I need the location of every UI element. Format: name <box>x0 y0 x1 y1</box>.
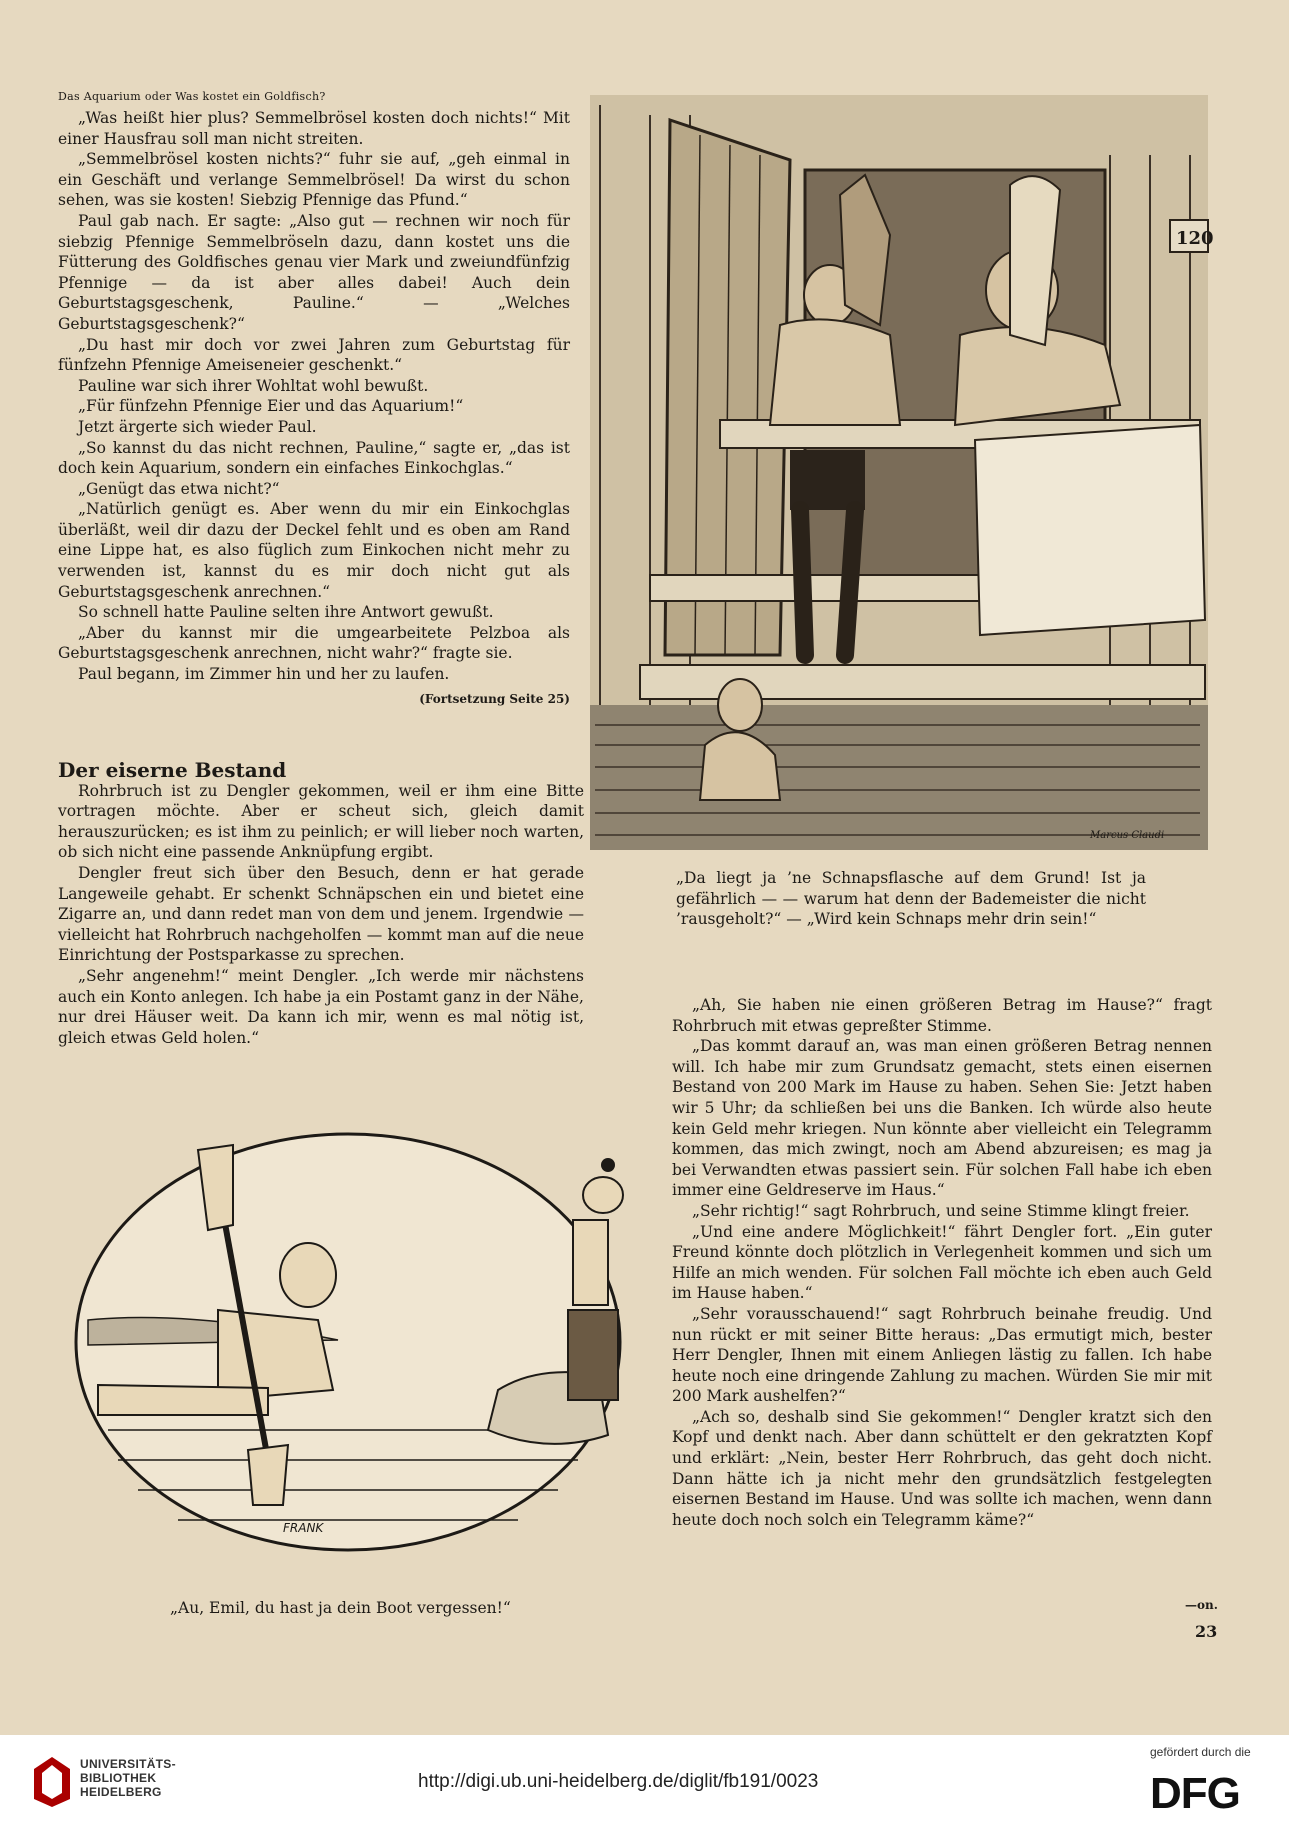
paragraph: Dengler freut sich über den Besuch, denn er hat gerade Langeweile gehabt. Er schenkt Schnäpschen ein und bietet eine Zigarre an, und dann redet man von dem und jenem. Irgendwie — vielleicht hat Rohrbruch nachgeholfen — kommt man auf die neue Einrichtung der Postsparkasse zu sprechen. <box>58 863 584 965</box>
cabin-number: 120 <box>1176 228 1214 249</box>
paragraph: „Sehr richtig!“ sagt Rohrbruch, und seine Stimme klingt freier. <box>692 1201 1190 1220</box>
permalink-url[interactable]: http://digi.ub.uni-heidelberg.de/diglit/fb191/0023 <box>418 1771 819 1792</box>
artist-signature-bottom: FRANK <box>283 1521 324 1535</box>
story2-left-text <box>58 781 584 1049</box>
caption-top: „Da liegt ja ’ne Schnapsflasche auf dem Grund! Ist ja gefährlich — — warum hat denn der Bademeister die nicht ’rausgeholt?“ — „Wird kein Schnaps mehr drin sein!“ <box>676 869 1146 929</box>
paragraph: „Ach so, deshalb sind Sie gekommen!“ Dengler kratzt sich den Kopf und denkt nach. Aber dann schüttelt er den gekratzten Kopf und erklärt: „Nein, bester Herr Rohrbruch, das geht doch nicht. Dann hätte ich ja nicht mehr den grundsätzlich festgelegten eisernen Bestand im Hause. Und was sollte ich machen, wenn dann heute doch noch solch ein Telegramm käme?“ <box>672 1407 1212 1529</box>
running-header: Das Aquarium oder Was kostet ein Goldfisch? <box>58 90 326 103</box>
paragraph: „Ah, Sie haben nie einen größeren Betrag im Hause?“ fragt Rohrbruch mit etwas gepreßter Stimme. <box>672 996 1212 1035</box>
paragraph: „Sehr vorausschauend!“ sagt Rohrbruch beinahe freudig. Und nun rückt er mit seiner Bitte heraus: „Das ermutigt mich, bester Herr Dengler, Ihnen mit einem Anliegen lästig zu fallen. Ich habe heute noch eine dringende Zahlung zu machen. Würden Sie mir mit 200 Mark aushelfen?“ <box>672 1304 1212 1406</box>
boat-cartoon-illustration <box>68 1130 628 1555</box>
paragraph: „Semmelbrösel kosten nichts?“ fuhr sie auf, „geh einmal in ein Geschäft und verlange Semmelbrösel! Da wirst du schon sehen, was sie kosten! Siebzig Pfennige das Pfund.“ <box>58 150 570 210</box>
story2-left-column <box>58 760 584 1048</box>
paragraph: Paul gab nach. Er sagte: „Also gut — rechnen wir noch für siebzig Pfennige Semmelbröseln dazu, dann kostet uns die Fütterung des Goldfisches genau vier Mark und zweiundfünfzig Pfennige — da ist aber alles dabei! Auch dein Geburtstagsgeschenk, Pauline.“ — „Welches Geburtstagsgeschenk?“ <box>58 211 570 333</box>
library-line1: UNIVERSITÄTS- <box>80 1757 176 1771</box>
paragraph: Pauline war sich ihrer Wohltat wohl bewußt. <box>78 376 429 395</box>
library-seal-icon <box>32 1755 72 1809</box>
page-number: 23 <box>1195 1622 1218 1641</box>
story2-title: Der eiserne Bestand <box>58 758 287 782</box>
paragraph: „Und eine andere Möglichkeit!“ fährt Dengler fort. „Ein guter Freund könnte doch plötzlich in Verlegenheit kommen und sich um Hilfe an mich wenden. Für solchen Fall möchte ich eben auch Geld im Hause haben.“ <box>672 1222 1212 1303</box>
paragraph: „Das kommt darauf an, was man einen größeren Betrag nennen will. Ich habe mir zum Grundsatz gemacht, stets einen eisernen Bestand von 200 Mark im Hause zu haben. Sehen Sie: Jetzt haben wir 5 Uhr; da schließen bei uns die Banken. Ich würde also heute kein Geld mehr kriegen. Nun könnte aber vielleicht ein Telegramm kommen, das mich zwingt, noch am Abend abzureisen; es mag ja bei Verwandten etwas passiert sein. Für solchen Fall habe ich eben immer eine Geldreserve im Haus.“ <box>672 1037 1212 1200</box>
artist-signature-top: Marcus Claudi <box>1090 830 1165 841</box>
paragraph: Jetzt ärgerte sich wieder Paul. <box>78 417 317 436</box>
caption-bottom: „Au, Emil, du hast ja dein Boot vergessen!“ <box>170 1599 511 1617</box>
paragraph: „So kannst du das nicht rechnen, Pauline,“ sagte er, „das ist doch kein Aquarium, sondern ein einfaches Einkochglas.“ <box>58 438 570 478</box>
story2-signature: —on. <box>1185 1598 1218 1612</box>
story2-right-column <box>672 995 1212 1530</box>
library-name <box>80 1757 176 1799</box>
paragraph: „Sehr angenehm!“ meint Dengler. „Ich werde mir nächstens auch ein Konto anlegen. Ich habe ja ein Postamt ganz in der Nähe, nur drei Häuser weit. Da kann ich mir, wenn es mal nötig ist, gleich etwas Geld holen.“ <box>58 966 584 1047</box>
library-line2: BIBLIOTHEK <box>80 1771 157 1785</box>
paragraph: „Natürlich genügt es. Aber wenn du mir ein Einkochglas überläßt, weil dir dazu der Deckel fehlt und es oben am Rand eine Lippe hat, es also füglich zum Einkochen nicht mehr zu verwenden ist, kannst du es mir doch nicht gut als Geburtstagsgeschenk anrechnen.“ <box>58 500 570 601</box>
story1-column <box>58 108 570 709</box>
paragraph: „Was heißt hier plus? Semmelbrösel kosten doch nichts!“ Mit einer Hausfrau soll man nicht streiten. <box>58 109 570 148</box>
continuation-note: (Fortsetzung Seite 25) <box>419 691 570 706</box>
paragraph: „Für fünfzehn Pfennige Eier und das Aquarium!“ <box>78 397 464 416</box>
paragraph: „Genügt das etwa nicht?“ <box>78 479 280 498</box>
bathing-cabin-illustration <box>590 95 1214 850</box>
footer-bar <box>0 1735 1289 1834</box>
dfg-logo: DFG <box>1150 1769 1240 1818</box>
paragraph: Rohrbruch ist zu Dengler gekommen, weil er ihm eine Bitte vortragen möchte. Aber er scheut sich, gleich damit herauszurücken; es ist ihm zu peinlich; er will lieber noch warten, ob sich nicht eine passende Anknüpfung ergibt. <box>58 781 584 862</box>
library-line3: HEIDELBERG <box>80 1785 162 1799</box>
paragraph: So schnell hatte Pauline selten ihre Antwort gewußt. <box>78 603 494 622</box>
paragraph: Paul begann, im Zimmer hin und her zu laufen. <box>78 665 450 684</box>
funded-by-label: gefördert durch die <box>1150 1745 1251 1759</box>
paragraph: „Aber du kannst mir die umgearbeitete Pelzboa als Geburtstagsgeschenk anrechnen, nicht wahr?“ fragte sie. <box>58 623 570 663</box>
paragraph: „Du hast mir doch vor zwei Jahren zum Geburtstag für fünfzehn Pfennige Ameiseneier geschenkt.“ <box>58 335 570 375</box>
